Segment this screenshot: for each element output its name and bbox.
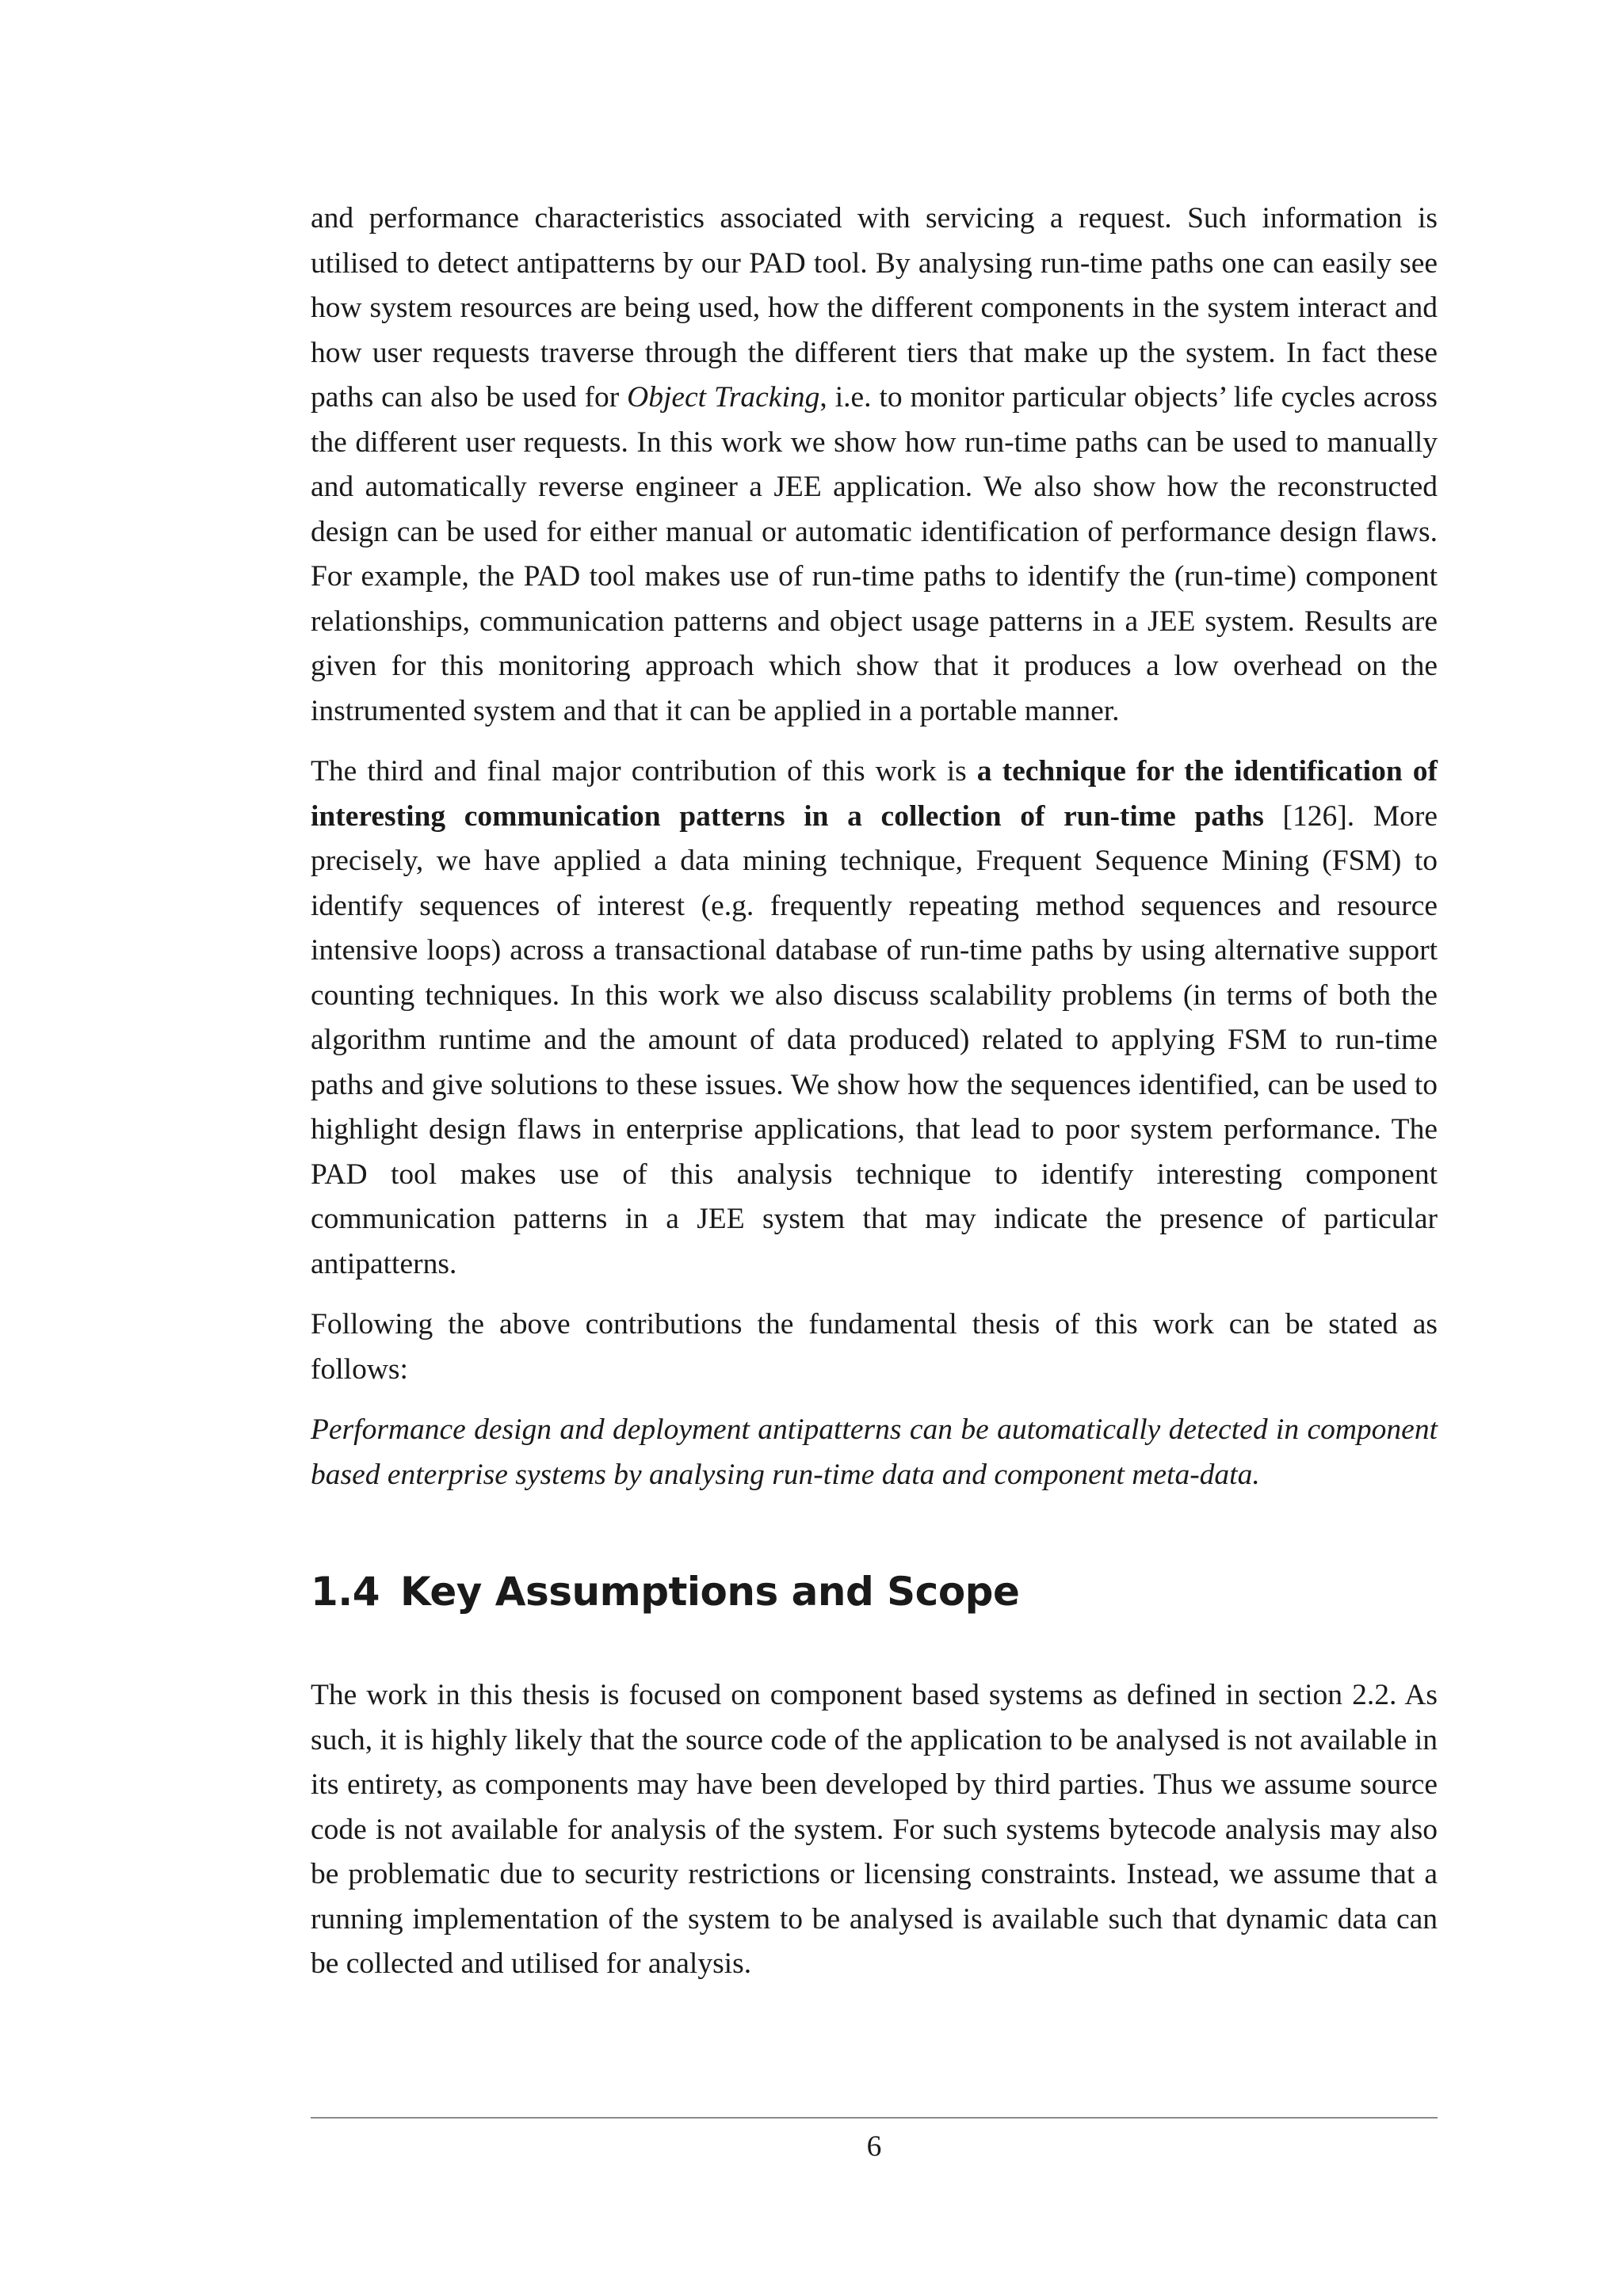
paragraph-thesis-intro: Following the above contributions the fundamental thesis of this work can be stated as follows: xyxy=(311,1308,1438,1386)
paragraph-text: The third and final major contribution of this work is xyxy=(311,755,977,788)
section-number: 1.4 xyxy=(311,1569,380,1615)
paragraph-runtime-paths xyxy=(311,196,1438,734)
paragraph-text: [126]. More precisely, we have applied a data mining technique, Frequent Sequence Mining (FSM) to identify sequences of interest (e.g. frequently repeating method sequences and resource intensive loops) across a transactional database of run-time paths by using alternative support counting techniques. In this work we also discuss scalability problems (in terms of both the algorithm runtime and the amount of data produced) related to applying FSM to run-time paths and give solutions to these issues. We show how the sequences identified, can be used to highlight design flaws in enterprise applications, that lead to poor system performance. The PAD tool makes use of this analysis technique to identify interesting component communication patterns in a JEE system that may indicate the presence of particular antipatterns. xyxy=(311,799,1438,1280)
section-heading xyxy=(311,1569,1438,1615)
paragraph-text: , i.e. to monitor particular objects’ life cycles across the different user requests. In this work we show how run-time paths can be used to manually and automatically reverse engineer a JEE application. We also show how the reconstructed design can be used for either manual or automatic identification of performance design flaws. For example, the PAD tool makes use of run-time paths to identify the (run-time) component relationships, communication patterns and object usage patterns in a JEE system. Results are given for this monitoring approach which show that it produces a low overhead on the instrumented system and that it can be applied in a portable manner. xyxy=(311,381,1438,727)
thesis-statement: Performance design and deployment antipatterns can be automatically detected in component based enterprise systems by analysing run-time data and component meta-data. xyxy=(311,1413,1438,1491)
page-content xyxy=(311,196,1438,2003)
footer-rule xyxy=(311,2117,1438,2119)
section-title: Key Assumptions and Scope xyxy=(400,1569,1020,1615)
paragraph-text: and performance characteristics associated with servicing a request. Such information is utilised to detect antipatterns by our PAD tool. By analysing run-time paths one can easily see how system resources are being used, how the different components in the system interact and how user requests traverse through the different tiers that make up the system. In fact these paths can also be used for xyxy=(311,202,1438,414)
object-tracking-term: Object Tracking xyxy=(627,381,820,414)
paragraph-third-contribution xyxy=(311,749,1438,1287)
contribution-title: a technique for the identification of interesting communication patterns in a collection of run-time paths xyxy=(311,755,1438,833)
page-number: 6 xyxy=(866,2130,882,2163)
paragraph-assumptions: The work in this thesis is focused on component based systems as defined in section 2.2. As such, it is highly likely that the source code of the application to be analysed is not available in its entirety, as components may have been developed by third parties. Thus we assume source code is not available for analysis of the system. For such systems bytecode analysis may also be problematic due to security restrictions or licensing constraints. Instead, we assume that a running implementation of the system to be analysed is available such that dynamic data can be collected and utilised for analysis. xyxy=(311,1679,1438,1980)
